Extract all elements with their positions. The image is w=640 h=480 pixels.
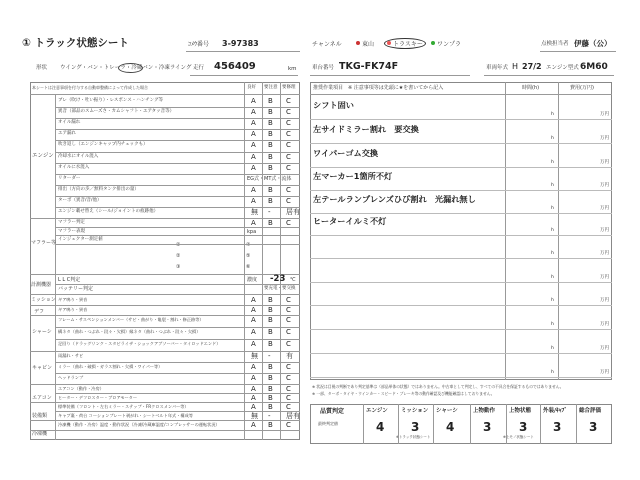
note-cost-unit-11: 万円 bbox=[600, 346, 609, 351]
equipment-row-1-grade-1[interactable]: A bbox=[251, 403, 256, 411]
model-label: 車台番号 bbox=[312, 65, 335, 71]
engine-row-divider-5 bbox=[55, 152, 300, 153]
injector-4: ④ bbox=[246, 242, 251, 248]
section-muffler: マフラー等 bbox=[31, 240, 57, 246]
score-value-6: 3 bbox=[553, 420, 562, 434]
note-cost-unit-9: 万円 bbox=[600, 298, 609, 303]
note-divider-9 bbox=[310, 305, 612, 306]
note-hours-unit-5: h bbox=[551, 206, 554, 211]
chassis-row-2-grade-3[interactable]: C bbox=[286, 328, 291, 336]
col-ok: 良好 bbox=[247, 85, 256, 90]
score-label-3: シャーシ bbox=[436, 408, 458, 414]
engine-row-10-grade-2[interactable]: B bbox=[268, 196, 273, 205]
llc-temp: -23 bbox=[270, 274, 286, 284]
llc-temp-label: 濃度 bbox=[247, 277, 258, 283]
engine-row-divider-10 bbox=[55, 207, 300, 208]
note-divider-10 bbox=[310, 329, 612, 330]
section-mission: ミッション bbox=[31, 297, 56, 303]
cabin-row-2-grade-1[interactable]: A bbox=[251, 363, 256, 371]
engine-row-11-grade-2[interactable]: - bbox=[268, 208, 271, 216]
note-cost-unit-7: 万円 bbox=[600, 251, 609, 256]
score-label-2: ミッション bbox=[401, 408, 429, 414]
aircon-row-2-grade-1[interactable]: A bbox=[251, 394, 256, 402]
doc-no: 3-97383 bbox=[222, 39, 259, 48]
note-cost-unit-10: 万円 bbox=[600, 322, 609, 327]
year-label: 車両年式 bbox=[486, 65, 509, 71]
score-value-2: 3 bbox=[411, 420, 420, 434]
note-hours-unit-10: h bbox=[551, 322, 554, 327]
diff-row-1-grade-1[interactable]: A bbox=[251, 306, 256, 314]
note-row-6: ヒーターイルミ不灯 bbox=[313, 216, 387, 226]
equipment-row-2-grade-1[interactable]: 無 bbox=[251, 412, 258, 420]
equipment-row-label-1: 標準装備（フロント・左右ミラー・ステップ・FRクロスメンバー等） bbox=[58, 404, 189, 409]
section-chassis: シャーシ bbox=[32, 329, 52, 335]
muffler-row-divider-2 bbox=[55, 235, 300, 236]
chassis-row-divider-1 bbox=[55, 327, 300, 328]
battery-options: 要充電・要交換 bbox=[264, 286, 296, 291]
cabin-row-2-grade-3[interactable]: C bbox=[286, 363, 291, 371]
llc-temp-unit: ℃ bbox=[290, 277, 296, 283]
cooling-row-1-grade-2[interactable]: B bbox=[268, 421, 273, 429]
mission-row-1-grade-1[interactable]: A bbox=[251, 296, 256, 304]
engine-row-label-6: 冷却水にオイル混入 bbox=[58, 153, 99, 159]
score-value-1: 4 bbox=[376, 420, 385, 434]
score-divider-1 bbox=[363, 404, 364, 444]
section-cooling: 冷凍機 bbox=[32, 431, 48, 437]
note-top: ※上モノ状態シート bbox=[503, 435, 534, 439]
score-divider-3 bbox=[433, 404, 434, 444]
note-hours-unit-1: h bbox=[551, 112, 554, 117]
engine-row-divider-3 bbox=[55, 129, 300, 130]
equipment-row-2-grade-3[interactable]: 居有 bbox=[286, 412, 300, 420]
aircon-row-label-1: エアコン（動作・冷房） bbox=[58, 386, 104, 391]
col-warn: 要注意 bbox=[264, 85, 278, 90]
engine-row-7-grade-2[interactable]: B bbox=[268, 163, 273, 172]
engine-row-1-grade-1[interactable]: A bbox=[251, 97, 256, 105]
muffler-row-divider-3 bbox=[55, 244, 300, 245]
notes-col-hours: 時間(h) bbox=[522, 85, 540, 91]
chassis-row-3-grade-2[interactable]: B bbox=[268, 340, 273, 348]
engine-row-divider-9 bbox=[55, 196, 300, 197]
note-row-5: 左テールランプレンズひび割れ 光漏れ無し bbox=[313, 194, 476, 204]
section-engine: エンジン bbox=[32, 153, 54, 159]
muffler-row-2-grade: kpa bbox=[247, 228, 257, 235]
note-cost-unit-5: 万円 bbox=[600, 206, 609, 211]
battery-label: バッテリー判定 bbox=[58, 286, 94, 292]
doc-no-label: ｺﾒｳ番号 bbox=[188, 41, 210, 48]
engine-row-4-grade-1[interactable]: A bbox=[251, 130, 256, 139]
engine-row-4-grade-2[interactable]: B bbox=[268, 130, 273, 139]
score-value-5: 3 bbox=[519, 420, 528, 434]
note-cost-unit-8: 万円 bbox=[600, 275, 609, 280]
note-cost-unit-2: 万円 bbox=[600, 136, 609, 141]
engine-row-2-grade-2[interactable]: B bbox=[268, 108, 273, 117]
body-label: 形状 bbox=[36, 65, 48, 71]
llc-label: L L C判定 bbox=[58, 277, 81, 283]
chassis-row-1-grade-2[interactable]: B bbox=[268, 316, 273, 324]
cabin-row-2-grade-2[interactable]: B bbox=[268, 363, 273, 371]
year-value: 27/2 bbox=[522, 62, 542, 71]
score-value-3: 4 bbox=[446, 420, 455, 434]
muffler-row-label-2: マフラー表現 bbox=[58, 228, 85, 234]
chassis-row-2-grade-1[interactable]: A bbox=[251, 328, 256, 336]
chassis-row-divider-2 bbox=[55, 339, 300, 340]
note-row-3: ワイパーゴム交換 bbox=[313, 148, 379, 158]
table-note: 本シートは注意事項を付与する自動車整備によって作成した場合 bbox=[32, 85, 148, 90]
engine-row-9-grade-3[interactable]: C bbox=[286, 185, 291, 194]
notes-col-cost: 費用(万円) bbox=[570, 85, 594, 91]
note-divider-2 bbox=[310, 143, 612, 144]
channel-2: トラスキー bbox=[393, 41, 423, 48]
note-divider-3 bbox=[310, 167, 612, 168]
overall-sub: 最終判定値 bbox=[318, 421, 338, 426]
cabin-row-3-grade-3[interactable]: C bbox=[286, 374, 291, 382]
engine-row-label-3: オイル漏れ bbox=[58, 120, 81, 126]
diff-row-1-grade-3[interactable]: C bbox=[286, 306, 291, 314]
cabin-section-end bbox=[30, 384, 300, 385]
cabin-row-1-grade-3[interactable]: 有 bbox=[286, 352, 293, 360]
chassis-row-label-3: 足回り（ドラッグリンク・スタビライザ・ショックアブソーバー・タイロッドエンド） bbox=[58, 341, 221, 346]
score-divider-4 bbox=[470, 404, 471, 444]
equipment-row-label-2: キャブ裏・荷台 コーションプレート剥がれ・シートベルト年式・構成等 bbox=[58, 413, 193, 418]
cooling-row-1-grade-1[interactable]: A bbox=[251, 421, 256, 429]
note-divider-12 bbox=[310, 377, 612, 378]
section-cabin: キャビン bbox=[32, 365, 53, 371]
disclaimer: ※ 状況は目視の判断であり判定基準は（部品単体の状態）ではありません。中古車として判定し、すべての不具合を保証するものではありません。 bbox=[312, 384, 564, 389]
page-title: ① トラック状態シート bbox=[22, 37, 129, 49]
score-label-6: 外装/ｷｬﾌﾞ bbox=[543, 408, 568, 414]
injector-1: ① bbox=[176, 242, 181, 248]
engine-row-6-grade-2[interactable]: B bbox=[268, 152, 273, 161]
overall-label: 品質判定 bbox=[320, 408, 345, 415]
engine-row-6-grade-1[interactable]: A bbox=[251, 152, 256, 161]
engine-row-2-grade-1[interactable]: A bbox=[251, 108, 256, 117]
engine-row-label-10: ターボ（異音/音/他） bbox=[58, 197, 102, 203]
engine-row-11-grade-3[interactable]: 居有 bbox=[286, 208, 300, 216]
channel-3-dot-icon bbox=[431, 41, 435, 45]
engine-section-end bbox=[30, 218, 300, 219]
note-divider-1 bbox=[310, 119, 612, 120]
diff-row-label-1: ギア鳴り・異音 bbox=[58, 307, 88, 312]
engine-row-4-grade-3[interactable]: C bbox=[286, 130, 291, 139]
body-options: ウイング・バン・トレーラ・冷蔵バン・冷凍ライング bbox=[60, 65, 192, 71]
channel-1: 東山 bbox=[362, 41, 375, 48]
score-label-5: 上物状態 bbox=[509, 408, 532, 414]
cooling-row-1-grade-3[interactable]: C bbox=[286, 421, 291, 429]
section-equipment: 装備類 bbox=[32, 413, 48, 419]
section-battery: 計測機器 bbox=[31, 282, 52, 288]
injector-3: ③ bbox=[176, 264, 181, 270]
engine-row-1-grade-3[interactable]: C bbox=[286, 97, 291, 105]
equipment-section-end bbox=[30, 420, 300, 421]
note-mission: ※トラック状態シート bbox=[396, 435, 431, 439]
engine-label: エンジン型式 bbox=[546, 65, 579, 71]
equipment-row-divider-1 bbox=[55, 411, 300, 412]
engine-row-label-4: エア漏れ bbox=[58, 131, 76, 137]
section-diff: デフ bbox=[34, 309, 45, 315]
note-divider-6 bbox=[310, 235, 612, 236]
note-cost-unit-1: 万円 bbox=[600, 112, 609, 117]
note-hours-unit-6: h bbox=[551, 228, 554, 233]
muffler-row-1-grade-1[interactable]: A bbox=[251, 219, 256, 227]
muffler-row-1-grade-3[interactable]: C bbox=[286, 219, 291, 227]
inspector-label: 点検担当者 bbox=[541, 41, 569, 47]
channel-3: ワンプラ bbox=[437, 41, 462, 48]
note-row-4: 左マーカー1箇所不灯 bbox=[313, 171, 393, 181]
engine-row-divider-7 bbox=[55, 174, 300, 175]
injector-5: ⑤ bbox=[246, 253, 251, 259]
engine-row-10-grade-3[interactable]: C bbox=[286, 196, 291, 205]
mission-row-1-grade-3[interactable]: C bbox=[286, 296, 291, 304]
section-aircon: エアコン bbox=[32, 395, 52, 401]
col-bad: 要修理 bbox=[282, 85, 296, 90]
score-value-4: 3 bbox=[483, 420, 492, 434]
diff-section-end bbox=[30, 315, 300, 316]
aircon-row-1-grade-1[interactable]: A bbox=[251, 385, 256, 393]
aircon-row-1-grade-3[interactable]: C bbox=[286, 385, 291, 393]
note-row-1: シフト固い bbox=[313, 100, 354, 110]
cabin-row-1-grade-1[interactable]: 無 bbox=[251, 352, 258, 360]
mileage-unit: km bbox=[288, 66, 297, 72]
cabin-row-label-2: ミラー（曲れ・破損・ガラス割れ・欠損・ワイパー等） bbox=[58, 364, 163, 369]
engine-row-label-5: 吹き返し（エンジンキャップ内チェックも） bbox=[58, 142, 148, 148]
model: TKG-FK74F bbox=[339, 61, 399, 72]
score-value-7: 3 bbox=[589, 420, 598, 434]
channel-label: チャンネル bbox=[312, 41, 342, 48]
note-hours-unit-12: h bbox=[551, 370, 554, 375]
mission-row-label-1: ギア鳴り・異音 bbox=[58, 297, 88, 302]
note-cost-unit-4: 万円 bbox=[600, 183, 609, 188]
aircon-row-2-grade-2[interactable]: B bbox=[268, 394, 273, 402]
score-divider-6 bbox=[540, 404, 541, 444]
engine-row-label-7: オイルに水混入 bbox=[58, 164, 90, 170]
notes-label: 推奨作業項目 bbox=[313, 85, 344, 91]
aircon-row-divider-1 bbox=[55, 393, 300, 394]
chassis-row-3-grade-3[interactable]: C bbox=[286, 340, 291, 348]
engine-row-label-11: エンジン載せ替え（シール/ジョイントの痕跡他） bbox=[58, 209, 159, 214]
engine-row-9-grade-1[interactable]: A bbox=[251, 185, 256, 194]
score-divider-7 bbox=[576, 404, 577, 444]
muffler-row-divider-1 bbox=[55, 227, 300, 228]
cabin-row-3-grade-1[interactable]: A bbox=[251, 374, 256, 382]
note-hours-unit-7: h bbox=[551, 251, 554, 256]
note-hours-unit-2: h bbox=[551, 136, 554, 141]
engine-row-9-grade-2[interactable]: B bbox=[268, 185, 273, 194]
engine-row-2-grade-3[interactable]: C bbox=[286, 108, 291, 117]
chassis-row-label-1: フレーム・サスペンションメンバー（サビ・曲がり・亀裂・割れ・修正跡等） bbox=[58, 317, 204, 322]
score-label-1: エンジン bbox=[366, 408, 388, 414]
score-divider-2 bbox=[398, 404, 399, 444]
engine-row-divider-2 bbox=[55, 118, 300, 119]
cabin-row-label-1: 雨漏れ・サビ bbox=[58, 353, 84, 358]
aircon-row-label-2: ヒーター・デフロスター・ブロアモーター bbox=[58, 395, 138, 400]
year-era: H bbox=[512, 62, 519, 71]
chassis-row-2-grade-2[interactable]: B bbox=[268, 328, 273, 336]
chassis-row-label-2: 構ネタ（曲れ・つぶれ・段々・欠損）縁ネタ（曲れ・つぶれ・段々・欠損） bbox=[58, 329, 201, 334]
channel-1-dot-icon bbox=[356, 41, 360, 45]
diff-row-1-grade-2[interactable]: B bbox=[268, 306, 273, 314]
chassis-row-3-grade-1[interactable]: A bbox=[251, 340, 256, 348]
engine-row-3-grade-2[interactable]: B bbox=[268, 119, 273, 128]
channel-2-dot-icon bbox=[387, 41, 391, 45]
injector-2: ② bbox=[176, 253, 181, 259]
aircon-row-2-grade-3[interactable]: C bbox=[286, 394, 291, 402]
aircon-row-1-grade-2[interactable]: B bbox=[268, 385, 273, 393]
mission-row-1-grade-2[interactable]: B bbox=[268, 296, 273, 304]
engine-row-3-grade-1[interactable]: A bbox=[251, 119, 256, 128]
equipment-row-1-grade-2[interactable]: B bbox=[268, 403, 273, 411]
engine-row-5-grade-3[interactable]: C bbox=[286, 141, 291, 150]
note-divider-7 bbox=[310, 258, 612, 259]
engine-model: 6M60 bbox=[580, 62, 608, 72]
notes-subtitle: ※ 注意事項等は先頭に★を書いてから記入 bbox=[348, 85, 444, 91]
equipment-row-1-grade-3[interactable]: C bbox=[286, 403, 291, 411]
engine-row-label-1: ブレ（吹け・吐い振り）・レスポンス・ハンチング等 bbox=[58, 98, 163, 103]
engine-row-6-grade-3[interactable]: C bbox=[286, 152, 291, 161]
note-cost-unit-6: 万円 bbox=[600, 228, 609, 233]
chassis-row-1-grade-3[interactable]: C bbox=[286, 316, 291, 324]
cabin-row-label-3: ヘッドランプ bbox=[58, 375, 84, 380]
muffler-row-label-1: マフラー判定 bbox=[58, 220, 85, 225]
cabin-row-3-grade-2[interactable]: B bbox=[268, 374, 273, 382]
engine-row-11-grade-1[interactable]: 無 bbox=[251, 208, 258, 216]
engine-row-1-grade-2[interactable]: B bbox=[268, 97, 273, 105]
score-label-4: 上物動作 bbox=[473, 408, 496, 414]
note-hours-unit-3: h bbox=[551, 160, 554, 165]
note-hours-unit-11: h bbox=[551, 346, 554, 351]
note-cost-unit-3: 万円 bbox=[600, 160, 609, 165]
engine-row-7-grade-1[interactable]: A bbox=[251, 163, 256, 172]
engine-row-5-grade-2[interactable]: B bbox=[268, 141, 273, 150]
engine-row-label-2: 異音（部品のスムーズさ・カムシャフト・エアタッ音等） bbox=[58, 109, 175, 115]
engine-row-8-grade: EG式・MT式・流体 bbox=[247, 175, 292, 182]
inspector: 伊藤（公） bbox=[574, 39, 612, 48]
score-label-7: 総合評価 bbox=[579, 408, 602, 414]
cabin-row-divider-1 bbox=[55, 362, 300, 363]
mileage-label: 走行 bbox=[193, 65, 205, 71]
engine-row-divider-1 bbox=[55, 107, 300, 108]
engine-row-10-grade-1[interactable]: A bbox=[251, 196, 256, 205]
cabin-row-divider-2 bbox=[55, 373, 300, 374]
body-selected-circle bbox=[118, 63, 143, 73]
engine-row-5-grade-1[interactable]: A bbox=[251, 141, 256, 150]
note-hours-unit-9: h bbox=[551, 298, 554, 303]
engine-row-divider-8 bbox=[55, 185, 300, 186]
cooling-section-end bbox=[30, 430, 300, 431]
engine-row-label-8: リターダー bbox=[58, 175, 81, 181]
engine-row-label-9: 排出（方向の歩／無料タンク排出の量） bbox=[58, 186, 139, 192]
aircon-section-end bbox=[30, 402, 300, 403]
chassis-row-1-grade-1[interactable]: A bbox=[251, 316, 256, 324]
muffler-row-1-grade-2[interactable]: B bbox=[268, 219, 273, 227]
engine-row-7-grade-3[interactable]: C bbox=[286, 163, 291, 172]
muffler-row-label-3: インジェクター測定値 bbox=[58, 237, 103, 242]
cabin-row-1-grade-2[interactable]: - bbox=[268, 352, 271, 360]
disclaimer-2: ※ 一部、ターボ・タイヤ・ウインカー・スピード・ブレーキ等の動作確認及び機能確認はしておりません。 bbox=[312, 391, 495, 396]
score-divider-5 bbox=[506, 404, 507, 444]
note-hours-unit-8: h bbox=[551, 275, 554, 280]
engine-row-3-grade-3[interactable]: C bbox=[286, 119, 291, 128]
cooling-row-label-1: 冷凍機（動作・冷房）温度・動作状況（冷凍/冷蔵庫温度/コンプレッサーの運転状況） bbox=[58, 422, 220, 427]
engine-row-divider-6 bbox=[55, 163, 300, 164]
note-divider-5 bbox=[310, 213, 612, 214]
chassis-section-end bbox=[30, 351, 300, 352]
note-cost-unit-12: 万円 bbox=[600, 370, 609, 375]
note-divider-11 bbox=[310, 353, 612, 354]
note-hours-unit-4: h bbox=[551, 183, 554, 188]
mission-section-end bbox=[30, 305, 300, 306]
mileage: 456409 bbox=[214, 61, 256, 72]
injector-6: ⑥ bbox=[246, 264, 251, 270]
note-divider-8 bbox=[310, 282, 612, 283]
note-divider-4 bbox=[310, 190, 612, 191]
note-row-2: 左サイドミラー割れ 要交換 bbox=[313, 124, 419, 134]
equipment-row-2-grade-2[interactable]: - bbox=[268, 412, 271, 420]
